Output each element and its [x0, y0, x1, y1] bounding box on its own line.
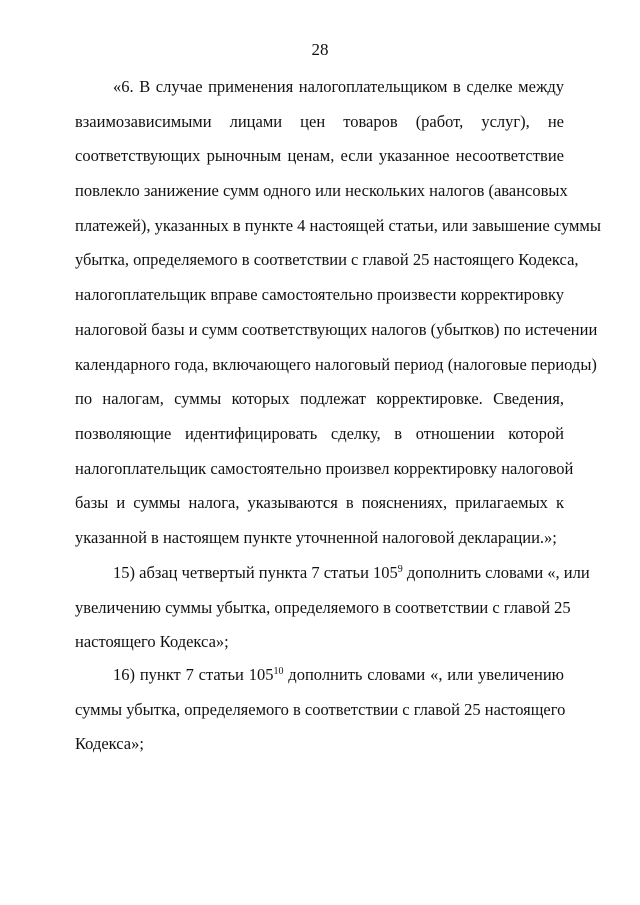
text-line: взаимозависимыми лицами цен товаров (работ, услуг), не: [75, 111, 564, 131]
text-line: «6. В случае применения налогоплательщиком в сделке между: [113, 77, 564, 96]
text-line: календарного года, включающего налоговый период (налоговые периоды): [75, 354, 597, 374]
paragraph-item-6: [75, 70, 601, 556]
text-line: убытка, определяемого в соответствии с главой 25 настоящего Кодекса,: [75, 250, 579, 270]
paragraph-item-15: [75, 556, 590, 660]
text-line: платежей), указанных в пункте 4 настоящей статьи, или завышение суммы: [75, 215, 601, 235]
text-line: [75, 556, 590, 591]
text-line: повлекло занижение сумм одного или нескольких налогов (авансовых: [75, 181, 568, 201]
paragraph-item-16: [75, 658, 564, 762]
text-line: соответствующих рыночным ценам, если указанное несоответствие: [75, 146, 564, 166]
text-line: увеличению суммы убытка, определяемого в соответствии с главой 25: [75, 597, 571, 617]
text-line: налоговой базы и сумм соответствующих налогов (убытков) по истечении: [75, 319, 598, 339]
text-line: Кодекса»;: [75, 734, 144, 754]
text-line: налогоплательщик самостоятельно произвел корректировку налоговой: [75, 458, 574, 478]
text-line: базы и суммы налога, указываются в пояснениях, прилагаемых к: [75, 493, 564, 513]
superscript: 9: [397, 564, 403, 575]
text-fragment: 16) пункт 7 статьи 105: [113, 665, 274, 684]
text-line: суммы убытка, определяемого в соответствии с главой 25 настоящего: [75, 699, 566, 719]
text-line: указанной в настоящем пункте уточненной налоговой декларации.»;: [75, 527, 557, 547]
text-fragment: 15) абзац четвертый пункта 7 статьи 105: [113, 563, 398, 582]
text-line: позволяющие идентифицировать сделку, в отношении которой: [75, 423, 564, 443]
text-line: по налогам, суммы которых подлежат корректировке. Сведения,: [75, 389, 564, 409]
superscript: 10: [273, 666, 284, 677]
text-line: [75, 658, 564, 693]
text-line: настоящего Кодекса»;: [75, 632, 229, 652]
text-fragment: дополнить словами «, или увеличению: [283, 665, 564, 684]
text-fragment: дополнить словами «, или: [402, 563, 590, 582]
text-line: налогоплательщик вправе самостоятельно произвести корректировку: [75, 285, 564, 305]
page-number: 28: [311, 40, 329, 59]
